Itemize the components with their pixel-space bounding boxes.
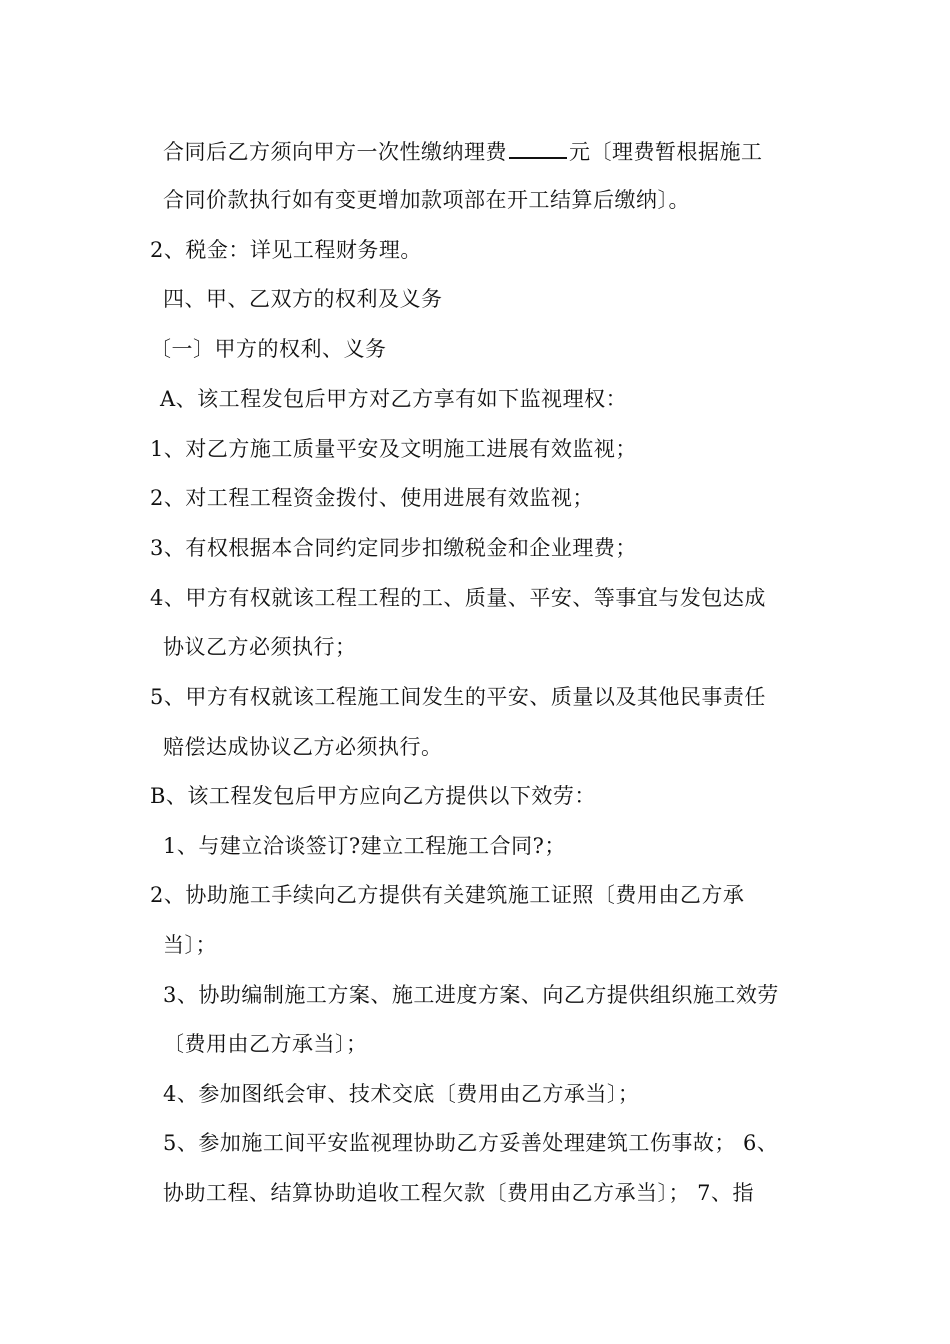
text-line-9: 3、有权根据本合同约定同步扣缴税金和企业理费；: [150, 536, 637, 560]
text-line-14: B、该工程发包后甲方应向乙方提供以下效劳：: [150, 784, 596, 808]
text-segment: 元〔理费暂根据施工: [569, 140, 763, 164]
text-line-8: 2、对工程工程资金拨付、使用进展有效监视；: [150, 486, 594, 510]
text-line-20: 4、参加图纸会审、技术交底〔费用由乙方承当〕；: [163, 1082, 640, 1106]
text-line-3: 2、税金：详见工程财务理。: [150, 238, 422, 262]
text-line-2: 合同价款执行如有变更增加款项部在开工结算后缴纳〕。: [163, 188, 690, 212]
section-heading: 四、甲、乙双方的权利及义务: [163, 287, 443, 311]
text-line-12: 5、甲方有权就该工程施工间发生的平安、质量以及其他民事责任: [150, 685, 766, 709]
text-line-11: 协议乙方必须执行；: [163, 635, 357, 659]
text-line-18: 3、协助编制施工方案、施工进度方案、向乙方提供组织施工效劳: [163, 983, 779, 1007]
text-line-6: A、该工程发包后甲方对乙方享有如下监视理权：: [160, 387, 628, 411]
text-segment: 合同后乙方须向甲方一次性缴纳理费: [163, 140, 507, 164]
subsection-heading: 〔一〕甲方的权利、义务: [150, 337, 387, 361]
text-line-10: 4、甲方有权就该工程工程的工、质量、平安、等事宜与发包达成: [150, 586, 766, 610]
text-line-13: 赔偿达成协议乙方必须执行。: [163, 735, 443, 759]
text-line-21: 5、参加施工间平安监视理协助乙方妥善处理建筑工伤事故； 6、: [163, 1131, 779, 1155]
text-line-19: 〔费用由乙方承当〕；: [163, 1032, 368, 1056]
fee-blank: [509, 137, 567, 159]
text-line-7: 1、对乙方施工质量平安及文明施工进展有效监视；: [150, 437, 637, 461]
text-line-15: 1、与建立洽谈签订?建立工程施工合同?；: [163, 834, 566, 858]
text-line-1: [163, 137, 763, 167]
text-line-16: 2、协助施工手续向乙方提供有关建筑施工证照〔费用由乙方承: [150, 883, 745, 907]
text-line-17: 当〕；: [163, 933, 217, 957]
text-line-22: 协助工程、结算协助追收工程欠款〔费用由乙方承当〕； 7、指: [163, 1181, 755, 1205]
